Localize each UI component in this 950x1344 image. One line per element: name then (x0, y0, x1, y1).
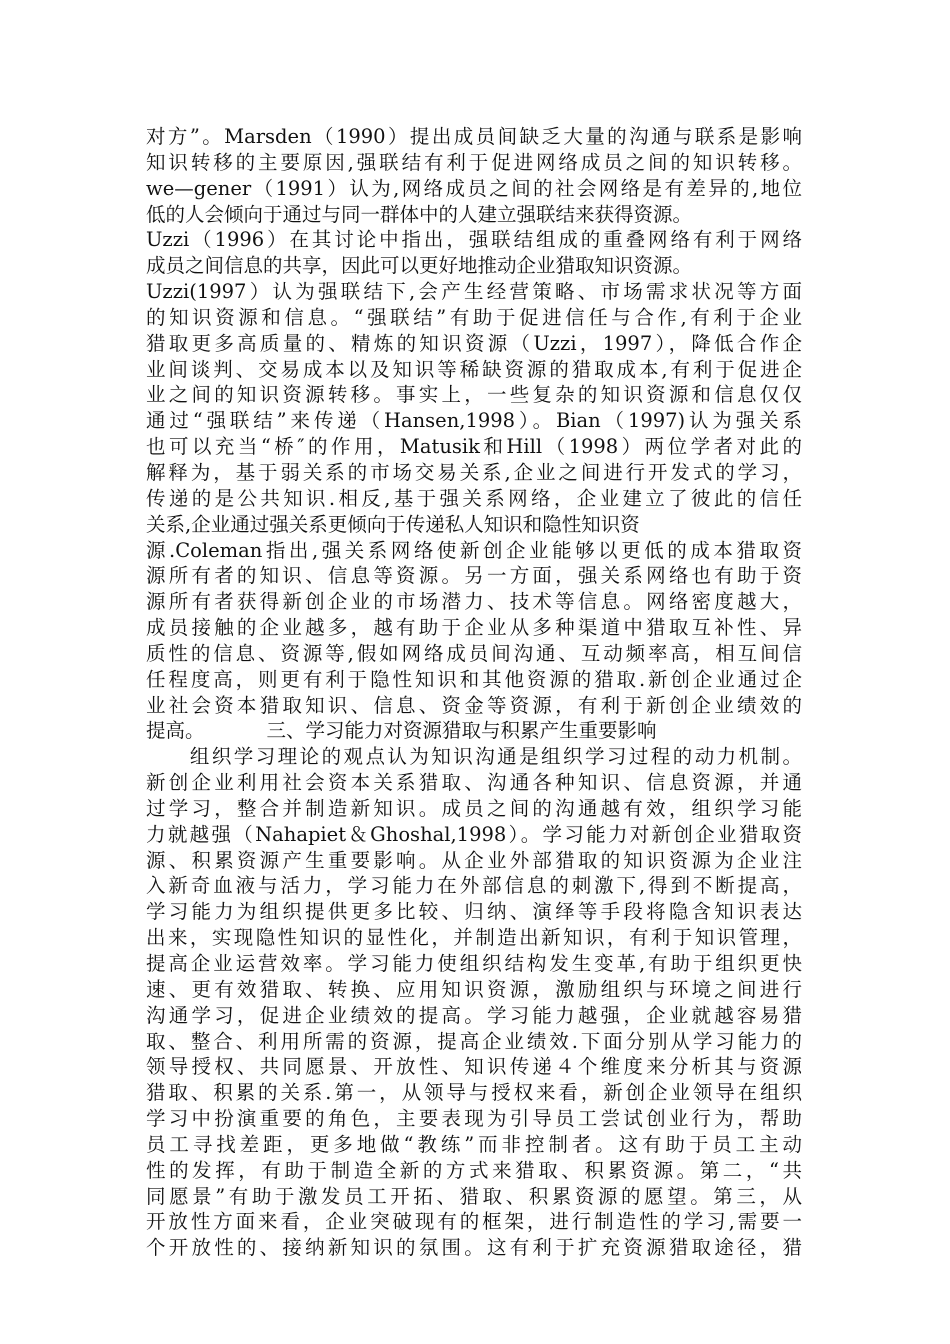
text-line: 学习中扮演重要的角色，主要表现为引导员工尝试创业行为，帮助 (146, 1107, 802, 1131)
text-line: 速、更有效猎取、转换、应用知识资源，激励组织与环境之间进行 (146, 977, 802, 1001)
text-line: 同愿景”有助于激发员工开拓、猎取、积累资源的愿望。第三，从 (146, 1184, 802, 1208)
text-line: 入新奇血液与活力，学习能力在外部信息的刺激下,得到不断提高， (146, 874, 802, 898)
text-line: 个开放性的、接纳新知识的氛围。这有利于扩充资源猎取途径，猎 (146, 1236, 802, 1260)
text-line: 业间谈判、交易成本以及知识等稀缺资源的猎取成本,有利于促进企 (146, 357, 802, 381)
text-line: 员工寻找差距，更多地做“教练”而非控制者。这有助于员工主动 (146, 1132, 802, 1156)
paragraph-1 (146, 124, 802, 744)
text-line: 领导授权、共同愿景、开放性、知识传递４个维度来分析其与资源 (146, 1055, 802, 1079)
text-line: 学习能力为组织提供更多比较、归纳、演绎等手段将隐含知识表达 (146, 900, 802, 924)
text-line: 性的发挥，有助于制造全新的方式来猎取、积累资源。第二，“共 (146, 1158, 802, 1182)
text-line: 源所有者的知识、信息等资源。另一方面，强关系网络也有助于资 (146, 564, 802, 588)
text-line: 知识转移的主要原因,强联结有利于促进网络成员之间的知识转移。 (146, 150, 802, 174)
text-line: 的知识资源和信息。“强联结”有助于促进信任与合作,有利于企业 (146, 305, 802, 329)
text-line: 业社会资本猎取知识、信息、资金等资源，有利于新创企业绩效的 (146, 693, 802, 717)
text-line: 任程度高，则更有利于隐性知识和其他资源的猎取.新创企业通过企 (146, 667, 802, 691)
text-line: 源.Coleman指出,强关系网络使新创企业能够以更低的成本猎取资 (146, 538, 802, 562)
document-page (146, 124, 802, 1261)
text-line: 低的人会倾向于通过与同一群体中的人建立强联结来获得资源。 (146, 202, 693, 226)
paragraph-end-text: 提高。 (146, 719, 205, 743)
text-line: 力就越强（Nahapiet＆Ghoshal,1998）。学习能力对新创企业猎取资 (146, 822, 802, 846)
text-line: 业之间的知识资源转移。事实上，一些复杂的知识资源和信息仅仅 (146, 383, 802, 407)
section-heading-gap (205, 719, 267, 742)
text-line: 传递的是公共知识.相反,基于强关系网络，企业建立了彼此的信任 (146, 486, 802, 510)
text-line: 新创企业利用社会资本关系猎取、沟通各种知识、信息资源，并通 (146, 771, 802, 795)
text-line: 取、整合、利用所需的资源，提高企业绩效.下面分别从学习能力的 (146, 1029, 802, 1053)
text-line: 开放性方面来看，企业突破现有的框架，进行制造性的学习,需要一 (146, 1210, 802, 1234)
text-line: 沟通学习，促进企业绩效的提高。学习能力越强，企业就越容易猎 (146, 1003, 802, 1027)
text-line: 成员接触的企业越多，越有助于企业从多种渠道中猎取互补性、异 (146, 616, 802, 640)
paragraph-2 (146, 744, 802, 1261)
text-line: 源所有者获得新创企业的市场潜力、技术等信息。网络密度越大， (146, 590, 802, 614)
text-line: 解释为，基于弱关系的市场交易关系,企业之间进行开发式的学习， (146, 460, 802, 484)
text-line: 组织学习理论的观点认为知识沟通是组织学习过程的动力机制。 (146, 745, 802, 769)
text-line: 出来，实现隐性知识的显性化，并制造出新知识，有利于知识管理， (146, 926, 802, 950)
text-line: 质性的信息、资源等,假如网络成员间沟通、互动频率高，相互间信 (146, 641, 802, 665)
text-line: 成员之间信息的共享，因此可以更好地推动企业猎取知识资源。 (146, 254, 693, 278)
text-line: 通过“强联结”来传递（Hansen,1998）。Bian（1997)认为强关系 (146, 409, 802, 433)
text-line: 猎取更多高质量的、精炼的知识资源（Uzzi，1997），降低合作企 (146, 331, 802, 355)
text-line: we—gener（1991）认为,网络成员之间的社会网络是有差异的,地位 (146, 176, 802, 200)
section-heading: 三、学习能力对资源猎取与积累产生重要影响 (266, 719, 657, 743)
text-line: 也可以充当“桥″的作用，Matusik和Hill（1998）两位学者对此的 (146, 435, 802, 459)
text-line: 关系,企业通过强关系更倾向于传递私人知识和隐性知识资 (146, 512, 640, 536)
text-line: 猎取、积累的关系.第一，从领导与授权来看，新创企业领导在组织 (146, 1081, 802, 1105)
text-line: 过学习，整合并制造新知识。成员之间的沟通越有效，组织学习能 (146, 796, 802, 820)
text-line: Uzzi(1997）认为强联结下,会产生经营策略、市场需求状况等方面 (146, 280, 802, 304)
text-line: Uzzi（1996）在其讨论中指出，强联结组成的重叠网络有利于网络 (146, 228, 802, 252)
text-line-with-heading (146, 718, 802, 744)
text-line: 提高企业运营效率。学习能力使组织结构发生变革,有助于组织更快 (146, 952, 802, 975)
text-line: 源、积累资源产生重要影响。从企业外部猎取的知识资源为企业注 (146, 848, 802, 872)
text-line: 对方”。Marsden（1990）提出成员间缺乏大量的沟通与联系是影响 (146, 125, 802, 148)
